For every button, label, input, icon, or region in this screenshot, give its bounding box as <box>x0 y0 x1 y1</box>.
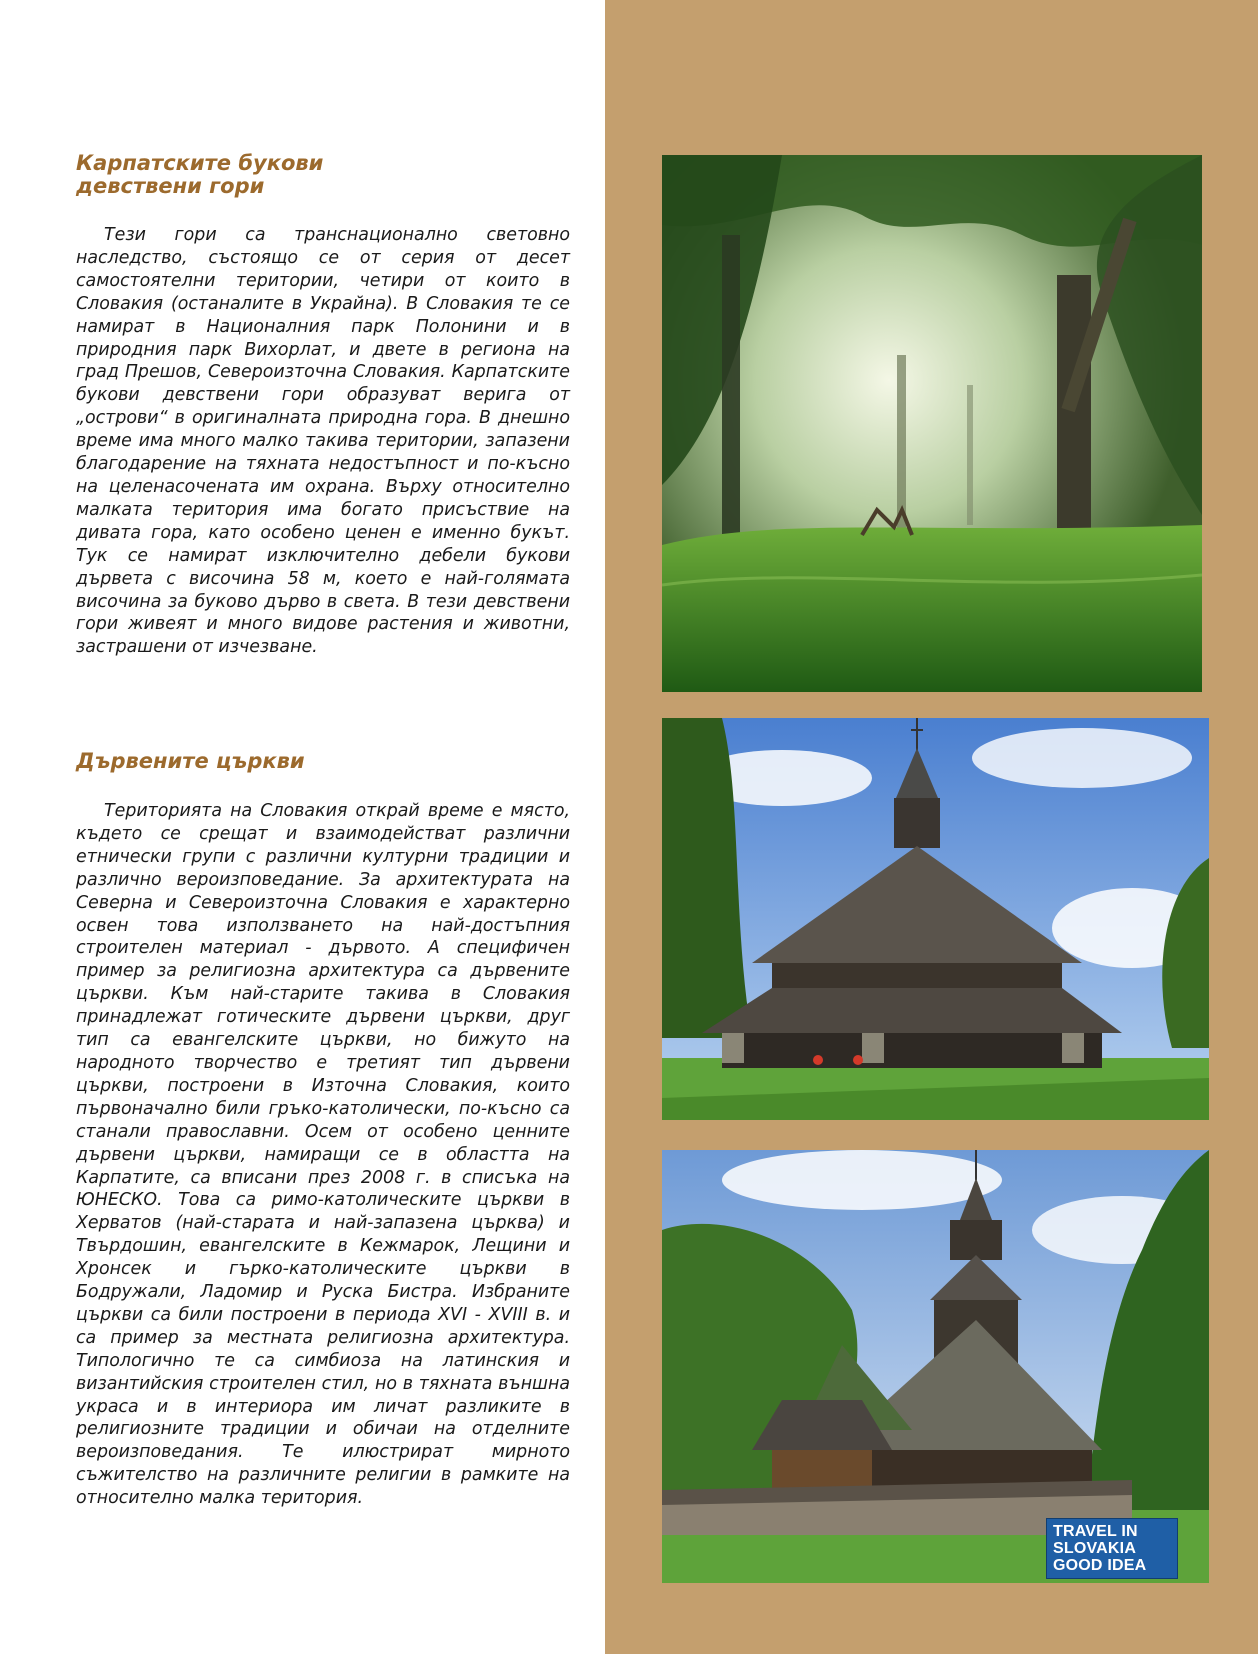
section-title-churches: Дървените църкви <box>76 749 305 773</box>
section-title-forests <box>76 152 570 198</box>
title-line-1: Карпатските букови <box>76 151 324 175</box>
logo-line-1: TRAVEL IN <box>1053 1523 1138 1540</box>
travel-in-slovakia-logo <box>1046 1518 1178 1579</box>
title-line-2: девствени гори <box>76 174 265 198</box>
section-forests <box>76 152 570 659</box>
logo-line-2: SLOVAKIA <box>1053 1540 1137 1557</box>
section-churches <box>76 750 570 1510</box>
churches-paragraph: Територията на Словакия открай време е място, където се срещат и взаимодействат различни етнически групи с различни културни традиции и различно вероизповедание. За архитектурата на Северна и Североизточна Словакия е характерно освен това използването на най-достъпния строителен материал - дървото. А специфичен пример за религиозна архитектура са дървените църкви. Към най-старите такива в Словакия принадлежат готическите дървени църкви, друг тип са евангелските църкви, но бижуто на народното творчество е третият тип дървени църкви, построени в Източна Словакия, които първоначално били гръко-католически, по-късно са станали православни. Осем от особено ценните дървени църкви, намиращи се в областта на Карпатите, са вписани през 2008 г. в списъка на ЮНЕСКО. Това са римо-католическите църкви в Херватов (най-старата и най-запазена църква) и Твърдошин, евангелските в Кежмарок, Лещини и Хронсек и гърко-католическите църкви в Бодружали, Ладомир и Руска Бистра. Избраните църкви са били построени в периода XVI - XVIII в. и са пример за местната религиозна архитектура. Типологично те са симбиоза на латинския и византийския строителен стил, но в тяхната външна украса и в интериора им личат разликите в религиозните традиции и обичаи на отделните вероизповедания. Те илюстрират мирното съжителство на различните религии в рамките на относително малка територия. <box>76 801 570 1509</box>
forest-photo <box>662 155 1202 692</box>
forests-paragraph: Тези гори са транснационално световно наследство, състоящо се от серия от десет самостоятелни територии, четири от които в Словакия (останалите в Украйна). В Словакия те се намират в Националния парк Полонини и в природния парк Вихорлат, и двете в региона на град Прешов, Североизточна Словакия. Карпатските букови девствени гори образуват верига от „острови“ в оригиналната природна гора. В днешно време има много малко такива територии, запазени благодарение на тяхната недостъпност и по-късно на целенасочената им охрана. Върху относително малката територия има богато присъствие на дивата гора, като особено ценен е именно букът. Тук се намират изключително дебели букови дървета с височина 58 м, което е най-голямата височина за буково дърво в света. В тези девствени гори живеят и много видове растения и животни, застрашени от изчезване. <box>76 225 570 658</box>
logo-line-3: GOOD IDEA <box>1053 1557 1147 1574</box>
wooden-church-photo-1 <box>662 718 1209 1120</box>
